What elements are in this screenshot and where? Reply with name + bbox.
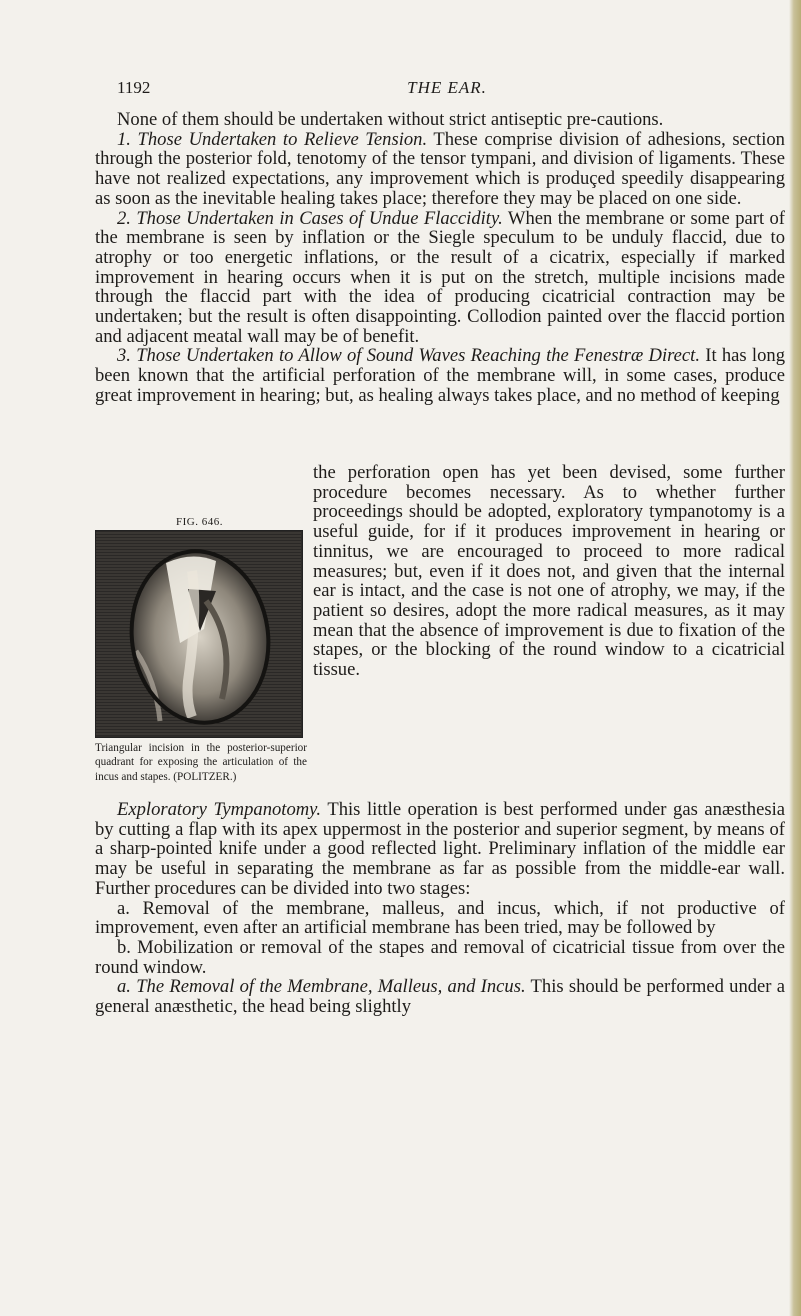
section-title: 3. Those Undertaken to Allow of Sound Waves Reaching the Fenestræ Direct. [117,345,700,367]
paragraph-removal: a. The Removal of the Membrane, Malleus, and Incus. This should be performed under a general anæsthetic, the head being slightly [95,976,785,1018]
section-title: 1. Those Undertaken to Relieve Tension. [117,128,428,150]
running-head: THE EAR. [407,78,487,97]
body-text-top [95,110,785,406]
page-header [117,78,777,102]
figure-image [95,530,303,738]
page-edge [789,0,801,1316]
paragraph-wrap: the perforation open has yet been devised, some further procedure becomes necessary. As to whether further proceedings should be adopted, exploratory tympanotomy is a useful guide, for if it produces improvement in hearing or tinnitus, we are encouraged to proceed to more radical measures; but, even if it does not, and given that the internal ear is intact, and the case is not one of atrophy, we may, if the patient so desires, adopt the more radical measures, as it may mean that the absence of improvement is due to fixation of the stapes, or the blocking of the round window to a cicatricial tissue. [313,462,785,681]
paragraph-sound-waves: 3. Those Undertaken to Allow of Sound Waves Reaching the Fenestræ Direct. It has long been known that the artificial perforation of the membrane will, in some cases, produce great improvement in hearing; but, as healing always takes place, and no method of keeping [95,345,785,406]
body-text-wrap [313,463,785,680]
figure-label: FIG. 646. [176,516,223,528]
page-number: 1192 [117,78,151,97]
body-text-bottom [95,800,785,1017]
section-title: Exploratory Tympanotomy. [117,799,322,820]
paragraph-stage-b: b. Mobilization or removal of the stapes and removal of cicatricial tissue from over the round window. [95,936,785,978]
figure-caption: Triangular incision in the posterior-superior quadrant for exposing the articulation of the incus and stapes. (POLITZER.) [95,742,307,783]
paragraph-intro: None of them should be undertaken without strict antiseptic pre-cautions. [117,109,664,130]
paragraph-exploratory: Exploratory Tympanotomy. This little operation is best performed under gas anæsthesia by cutting a flap with its apex uppermost in the posterior and superior segment, by means of a sharp-pointed knife under a good reflected light. Preliminary inflation of the middle ear may be useful in separating the membrane as far as possible from the middle-ear wall. Further procedures can be divided into two stages: [95,799,785,899]
section-title: 2. Those Undertaken in Cases of Undue Flaccidity. [117,207,503,229]
paragraph-stage-a: a. Removal of the membrane, malleus, and incus, which, if not productive of improvement, even after an artificial membrane has been tried, may be followed by [95,897,785,939]
section-title: a. The Removal of the Membrane, Malleus, and Incus. [117,976,526,998]
paragraph-flaccidity: 2. Those Undertaken in Cases of Undue Flaccidity. When the membrane or some part of the membrane is seen by inflation or the Siegle speculum to be unduly flaccid, due to atrophy or too energetic inflations, or the result of a cicatrix, especially if marked improvement in hearing occurs when it is put on the stretch, multiple incisions made through the flaccid part with the idea of producing cicatricial contraction may be undertaken; but the result is often disappointing. Collodion painted over the flaccid portion and adjacent meatal wall may be of benefit. [95,207,785,347]
paragraph-tension: 1. Those Undertaken to Relieve Tension. These comprise division of adhesions, section through the posterior fold, tenotomy of the tensor tympani, and division of ligaments. These have not realized expectations, any improvement which is produçed speedily disappearing as soon as the inevitable healing takes place; therefore they may be placed on one side. [95,128,785,209]
